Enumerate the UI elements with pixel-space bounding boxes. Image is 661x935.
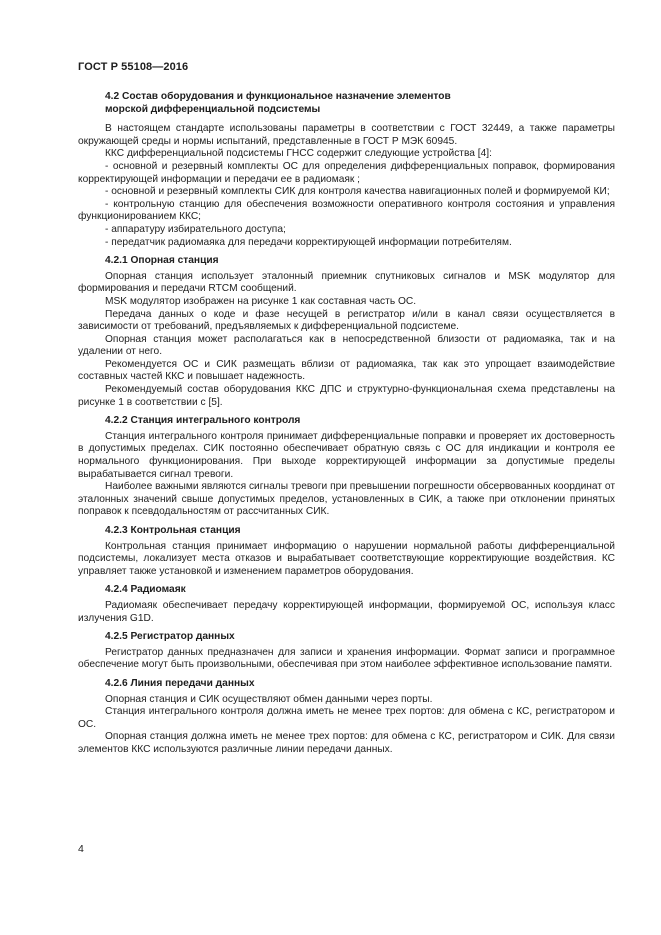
section-4-2-6-title: 4.2.6 Линия передачи данных	[105, 677, 255, 689]
paragraph: MSK модулятор изображен на рисунке 1 как составная часть ОС.	[105, 295, 417, 307]
section-title-line-1: 4.2 Состав оборудования и функциональное назначение элементов	[105, 91, 451, 102]
section-4-2-title	[78, 91, 615, 116]
document-header: ГОСТ Р 55108—2016	[78, 61, 189, 73]
paragraph: Передача данных о коде и фазе несущей в регистратор и/или в канал связи осуществляется в зависимости от требований, предъявляемых к дифференциальной подсистеме.	[78, 308, 615, 333]
paragraph: Рекомендуется ОС и СИК размещать вблизи от радиомаяка, так как это упрощает взаимодействие составных частей ККС и повышает надежность.	[78, 358, 615, 383]
list-item: - аппаратуру избирательного доступа;	[105, 223, 286, 235]
paragraph: Станция интегрального контроля должна иметь не менее трех портов: для обмена с КС, регистратором и ОС.	[78, 706, 615, 730]
list-item: - передатчик радиомаяка для передачи корректирующей информации потребителям.	[105, 236, 512, 248]
paragraph: Наиболее важными являются сигналы тревоги при превышении погрешности обсервованных координат от эталонных значений свыше допустимых пределов, установленных в СИК, а также при отклонении принятых поправок к псевдодальностям от рассчитанных СИК.	[78, 481, 615, 518]
section-4-2-3-title: 4.2.3 Контрольная станция	[105, 525, 241, 536]
paragraph: Опорная станция должна иметь не менее трех портов: для обмена с КС, регистратором и СИК. Для связи элементов ККС используются различные линии передачи данных.	[78, 731, 615, 755]
paragraph: Опорная станция может располагаться как в непосредственной близости от радиомаяка, так и на удалении от него.	[78, 333, 615, 358]
paragraph: Регистратор данных предназначен для записи и хранения информации. Формат записи и программное обеспечение могут быть произвольными, обеспечивая при этом наиболее эффективное использование памяти.	[78, 646, 615, 671]
paragraph: Контрольная станция принимает информацию о нарушении нормальной работы дифференциальной подсистемы, локализует места отказов и вырабатывает соответствующие корректирующие воздействия. КС управляет также установкой и изменением параметров оборудования.	[78, 540, 615, 577]
list-item: - контрольную станцию для обеспечения возможности оперативного контроля состояния и управления функционированием ККС;	[78, 198, 615, 223]
paragraph: Рекомендуемый состав оборудования ККС ДПС и структурно-функциональная схема представлены на рисунке 1 в соответствии с [5].	[78, 384, 615, 408]
paragraph: Станция интегрального контроля принимает дифференциальные поправки и проверяет их достоверность в допустимых пределах. СИК постоянно обеспечивает обратную связь с ОС для индикации и контроля ее нормального функционирования. При выходе корректирующей информации за допустимые пределы вырабатывается сигнал тревоги.	[78, 430, 615, 480]
list-item: - основной и резервный комплекты СИК для контроля качества навигационных полей и формируемой КИ;	[105, 186, 610, 198]
section-title-line-2: морской дифференциальной подсистемы	[105, 103, 321, 115]
page-number: 4	[78, 843, 84, 855]
section-4-2-5-title: 4.2.5 Регистратор данных	[105, 631, 235, 643]
section-4-2-4-title: 4.2.4 Радиомаяк	[105, 584, 186, 596]
section-4-2-1-title: 4.2.1 Опорная станция	[105, 255, 219, 267]
paragraph: ККС дифференциальной подсистемы ГНСС содержит следующие устройства [4]:	[105, 148, 492, 160]
paragraph: Опорная станция и СИК осуществляют обмен данными через порты.	[105, 693, 433, 705]
document-body	[78, 91, 615, 757]
list-item: - основной и резервный комплекты ОС для определения дифференциальных поправок, формирования корректирующей информации и передачи ее в радиомаяк ;	[78, 160, 615, 185]
paragraph: В настоящем стандарте использованы параметры в соответствии с ГОСТ 32449, а также параметры окружающей среды и нормы испытаний, представленные в ГОСТ Р МЭК 60945.	[78, 123, 615, 147]
section-4-2-2-title: 4.2.2 Станция интегрального контроля	[105, 415, 301, 427]
paragraph: Радиомаяк обеспечивает передачу корректирующей информации, формируемой ОС, используя класс излучения G1D.	[78, 599, 615, 624]
paragraph: Опорная станция использует эталонный приемник спутниковых сигналов и MSK модулятор для формирования и передачи RTCM сообщений.	[78, 270, 615, 295]
